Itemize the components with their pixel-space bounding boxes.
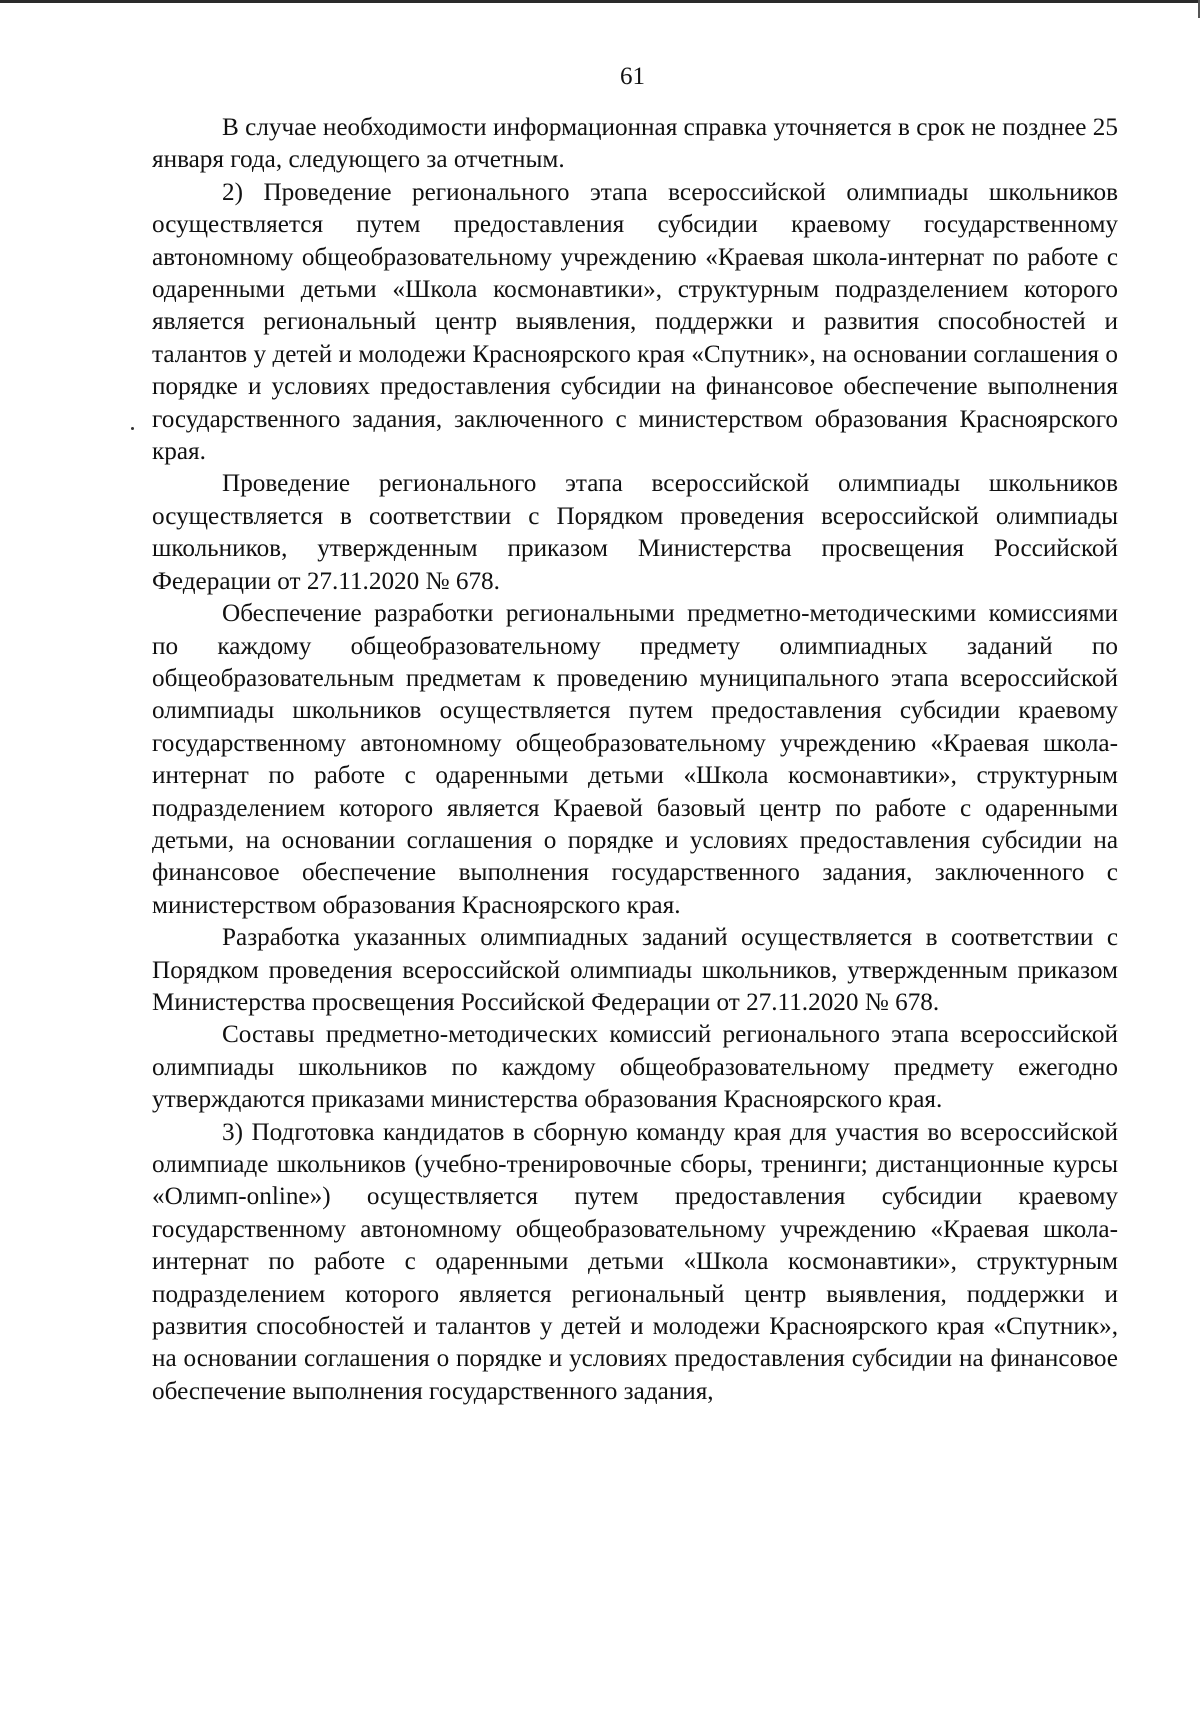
document-body bbox=[152, 112, 1118, 1408]
paragraph-regional-stage-order: Проведение регионального этапа всероссийской олимпиады школьников осуществляется в соответствии с Порядком проведения всероссийской олимпиады школьников, утвержденным приказом Министерства просвещения Российской Федерации от 27.11.2020 № 678. bbox=[152, 470, 1118, 595]
paragraph-task-development-order: Разработка указанных олимпиадных заданий осуществляется в соответствии с Порядком проведения всероссийской олимпиады школьников, утвержденным приказом Министерства просвещения Российской Федерации от 27.11.2020 № 678. bbox=[152, 924, 1118, 1016]
paragraph-task-development: Обеспечение разработки региональными предметно-методическими комиссиями по каждому общеобразовательному предмету олимпиадных заданий по общеобразовательным предметам к проведению муниципального этапа всероссийской олимпиады школьников осуществляется путем предоставления субсидии краевому государственному автономному общеобразовательному учреждению «Краевая школа-интернат по работе с одаренными детьми «Школа космонавтики», структурным подразделением которого является Краевой базовый центр по работе с одаренными детьми, на основании соглашения о порядке и условиях предоставления субсидии на финансовое обеспечение выполнения государственного задания, заключенного с министерством образования Красноярского края. bbox=[152, 600, 1118, 919]
page-number: 61 bbox=[620, 63, 645, 90]
paragraph-commission-composition: Составы предметно-методических комиссий регионального этапа всероссийской олимпиады школьников по каждому общеобразовательному предмету ежегодно утверждаются приказами министерства образования Красноярского края. bbox=[152, 1021, 1118, 1114]
scan-edge-top bbox=[0, 0, 1200, 3]
paragraph-team-preparation: 3) Подготовка кандидатов в сборную команду края для участия во всероссийской олимпиаде школьников (учебно-тренировочные сборы, тренинги; дистанционные курсы «Олимп-online») осуществляется путем предоставления субсидии краевому государственному автономному общеобразовательному учреждению «Краевая школа-интернат по работе с одаренными детьми «Школа космонавтики», структурным подразделением которого является региональный центр выявления, поддержки и развития способностей и талантов у детей и молодежи Красноярского края «Спутник», на основании соглашения о порядке и условиях предоставления субсидии на финансовое обеспечение выполнения государственного задания, bbox=[152, 1118, 1118, 1405]
scan-speck bbox=[131, 427, 134, 430]
paragraph-regional-stage: 2) Проведение регионального этапа всероссийской олимпиады школьников осуществляется путем предоставления субсидии краевому государственному автономному общеобразовательному учреждению «Краевая школа-интернат по работе с одаренными детьми «Школа космонавтики», структурным подразделением которого является региональный центр выявления, поддержки и развития способностей и талантов у детей и молодежи Красноярского края «Спутник», на основании соглашения о порядке и условиях предоставления субсидии на финансовое обеспечение выполнения государственного задания, заключенного с министерством образования Красноярского края. bbox=[152, 178, 1118, 466]
paragraph-info-note: В случае необходимости информационная справка уточняется в срок не позднее 25 января года, следующего за отчетным. bbox=[152, 114, 1118, 174]
